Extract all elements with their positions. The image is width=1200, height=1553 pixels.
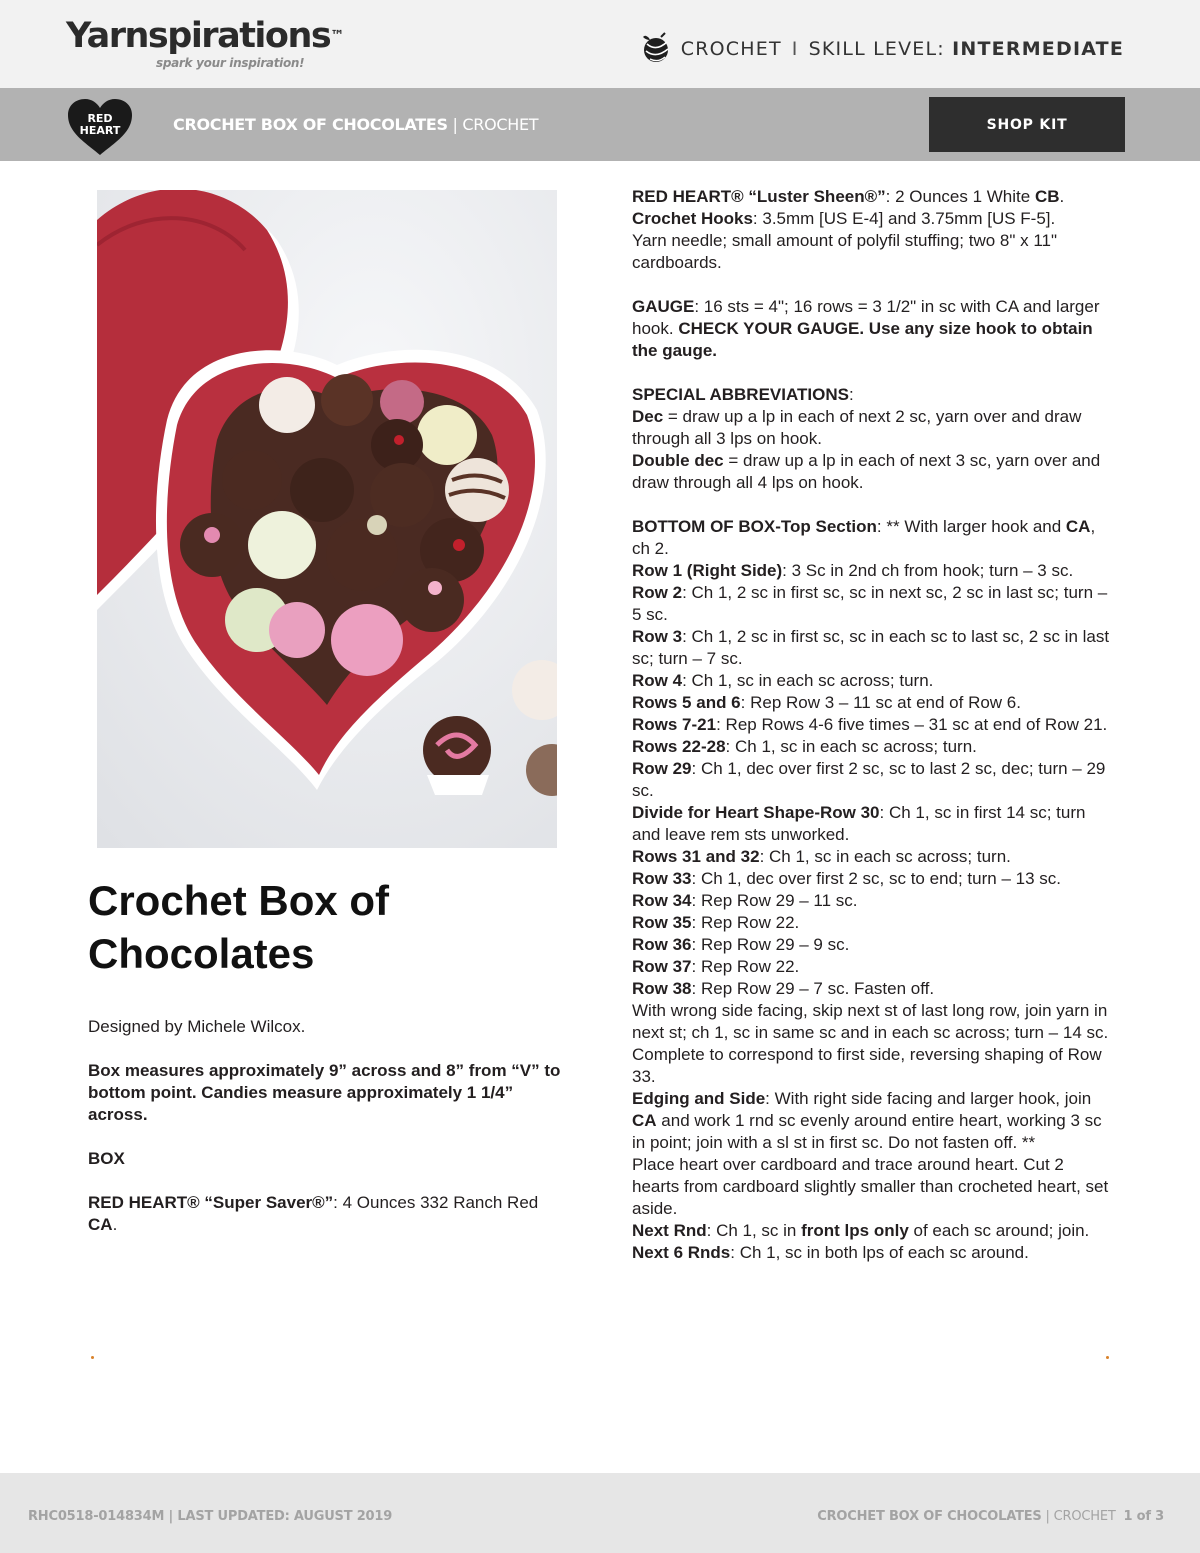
next-rnd-text-cont: of each sc around; join. [908,1221,1090,1240]
row-label: Row 29 [632,759,692,778]
footer-code: RHC0518-014834M [28,1509,165,1524]
page-mark-dot [1106,1356,1109,1359]
yarn1-detail: : 4 Ounces 332 Ranch Red [333,1193,539,1212]
row-label: Row 37 [632,957,692,976]
page-number: 1 of 3 [1123,1509,1164,1524]
abbr-dec [632,406,1112,450]
yarn-material-luster-sheen [632,186,1112,208]
row-label: Row 4 [632,671,683,690]
yarn1-name: RED HEART® “Super Saver®” [88,1193,334,1212]
edging-text: : With right side facing and larger hook, join [765,1089,1092,1108]
row-label: Row 35 [632,913,692,932]
gauge-text: : 16 sts = 4"; 16 rows = 3 1/2" in sc with CA and larger hook. [632,297,1100,338]
title-band [0,88,1200,161]
row-label: Row 1 (Right Side) [632,561,783,580]
crochet-hooks [632,208,1112,230]
instructions-column [632,186,1112,1264]
row-text: : Ch 1, 2 sc in first sc, sc in each sc to last sc, 2 sc in last sc; turn – 7 sc. [632,627,1110,668]
yarn-material-super-saver [88,1192,568,1236]
bottom-of-box-heading [632,516,1112,560]
yarn2-detail: : 2 Ounces 1 White [885,187,1035,206]
hooks-label: Crochet Hooks [632,209,753,228]
skill-level-label: SKILL LEVEL: [808,38,945,60]
row-instruction [632,758,1112,802]
logo-text-red: RED [87,112,113,125]
brand-trademark: ™ [330,28,345,44]
yarn-ball-icon [641,32,671,66]
row-label: Rows 7-21 [632,715,717,734]
row-instruction [632,714,1112,736]
gauge-check: CHECK YOUR GAUGE. Use any size hook to obtain the gauge. [632,319,1093,360]
gauge-label: GAUGE [632,297,695,316]
gauge [632,296,1112,362]
logo-text-heart: HEART [79,124,121,137]
hooks-text: : 3.5mm [US E-4] and 3.75mm [US F-5]. [752,209,1056,228]
row-instruction [632,670,1112,692]
row-text: : Rep Row 29 – 11 sc. [691,891,858,910]
hero-photo [97,190,557,848]
designer-credit: Designed by Michele Wilcox. [88,1017,306,1036]
row-text: : 3 Sc in 2nd ch from hook; turn – 3 sc. [782,561,1074,580]
yarn2-code: CB [1034,187,1060,206]
ddec-label: Double dec [632,451,724,470]
bottom-end: , ch 2. [632,517,1096,558]
row-label: Rows 5 and 6 [632,693,741,712]
bottom-text: : ** With larger hook and [876,517,1066,536]
section-heading-box [88,1148,568,1170]
pattern-breadcrumb [173,115,538,134]
footer-updated: | LAST UPDATED: AUGUST 2019 [168,1509,393,1524]
special-abbreviations-heading [632,384,1112,406]
row-label: Divide for Heart Shape-Row 30 [632,803,880,822]
top-header [0,0,1200,88]
row-text: : Rep Row 22. [691,957,800,976]
abbr-colon: : [848,385,854,404]
row-instruction [632,868,1112,890]
band-title-bold: CROCHET BOX OF CHOCOLATES [173,115,448,134]
footer-title: CROCHET BOX OF CHOCOLATES [817,1509,1042,1524]
row-instruction [632,802,1112,846]
row-text: : Ch 1, dec over first 2 sc, sc to end; turn – 13 sc. [691,869,1061,888]
next-rnd-label: Next Rnd [632,1221,707,1240]
band-title-category: | CROCHET [452,115,539,134]
bottom-code: CA [1065,517,1091,536]
yarn1-code: CA [88,1215,113,1234]
row-instruction [632,934,1112,956]
next-rnd-instruction [632,1220,1112,1242]
abbr-double-dec [632,450,1112,494]
row-instruction [632,956,1112,978]
row-label: Row 38 [632,979,692,998]
row-text: : Rep Row 29 – 7 sc. Fasten off. [691,979,935,998]
row-instruction [632,846,1112,868]
row-text: : Rep Rows 4-6 five times – 31 sc at end of Row 21. [716,715,1108,734]
row-text: : Rep Row 29 – 9 sc. [691,935,850,954]
notions: Yarn needle; small amount of polyfil stuffing; two 8" x 11" cardboards. [632,231,1058,272]
page-mark-dot [91,1356,94,1359]
wrong-side-instruction: With wrong side facing, skip next st of last long row, join yarn in next st; ch 1, sc in same sc and in each sc across; turn – 14 sc. Complete to correspond to first side, reversing shaping of Row 33. [632,1001,1109,1086]
box-heading: BOX [88,1149,125,1168]
next-rnd-text: : Ch 1, sc in [706,1221,802,1240]
row-instruction [632,978,1112,1000]
page-footer [0,1473,1200,1553]
row-text: : Ch 1, sc in each sc across; turn. [725,737,977,756]
brand-name: Yarnspirations [66,16,331,56]
row-instruction [632,582,1112,626]
yarn2-name: RED HEART® “Luster Sheen®” [632,187,886,206]
row-text: : Ch 1, sc in each sc across; turn. [759,847,1011,866]
row-text: : Ch 1, sc in first 14 sc; turn and leave rem sts unworked. [632,803,1086,844]
yarn1-end: . [112,1215,118,1234]
brand-logo[interactable] [66,16,345,70]
row-instruction [632,912,1112,934]
row-instruction [632,626,1112,670]
edging-label: Edging and Side [632,1089,766,1108]
row-label: Row 2 [632,583,683,602]
edging-text-cont: and work 1 rnd sc evenly around entire heart, working 3 sc in point; join with a sl st in first sc. Do not fasten off. ** [632,1111,1102,1152]
shop-kit-button[interactable]: SHOP KIT [929,97,1125,152]
intro-section [88,1016,568,1258]
edging-instruction [632,1088,1112,1154]
yarn2-end: . [1059,187,1065,206]
measurements-text: Box measures approximately 9” across and 8” from “V” to bottom point. Candies measure approximately 1 1/4” across. [88,1061,561,1124]
brand-tagline: spark your inspiration! [156,56,305,70]
next6-text: : Ch 1, sc in both lps of each sc around. [730,1243,1029,1262]
next-6-rnds-instruction [632,1242,1112,1264]
row-instruction [632,692,1112,714]
skill-level-value: INTERMEDIATE [952,38,1124,60]
bottom-label: BOTTOM OF BOX-Top Section [632,517,877,536]
next-rnd-bold: front lps only [801,1221,909,1240]
red-heart-logo[interactable] [66,97,134,157]
pattern-title: Crochet Box of Chocolates [88,877,390,977]
row-text: : Ch 1, sc in each sc across; turn. [682,671,934,690]
abbr-heading: SPECIAL ABBREVIATIONS [632,385,849,404]
measurements [88,1060,568,1126]
row-label: Row 34 [632,891,692,910]
row-label: Row 3 [632,627,683,646]
row-instruction [632,890,1112,912]
row-instruction [632,560,1112,582]
row-label: Row 33 [632,869,692,888]
row-text: : Ch 1, dec over first 2 sc, sc to last 2 sc, dec; turn – 29 sc. [632,759,1106,800]
skill-info [641,32,1124,66]
edging-code: CA [632,1111,657,1130]
cardboard-instruction: Place heart over cardboard and trace around heart. Cut 2 hearts from cardboard slightly smaller than crocheted heart, set aside. [632,1155,1109,1218]
footer-craft: | CROCHET [1045,1509,1116,1524]
row-text: : Ch 1, 2 sc in first sc, sc in next sc, 2 sc in last sc; turn – 5 sc. [632,583,1108,624]
row-instruction [632,736,1112,758]
row-text: : Rep Row 3 – 11 sc at end of Row 6. [740,693,1021,712]
craft-label: CROCHET [680,38,782,60]
row-label: Rows 31 and 32 [632,847,760,866]
row-label: Rows 22-28 [632,737,726,756]
row-label: Row 36 [632,935,692,954]
skill-separator: I [791,38,799,60]
dec-label: Dec [632,407,664,426]
next6-label: Next 6 Rnds [632,1243,731,1262]
row-text: : Rep Row 22. [691,913,800,932]
ddec-text: = draw up a lp in each of next 3 sc, yarn over and draw through all 4 lps on hook. [632,451,1101,492]
dec-text: = draw up a lp in each of next 2 sc, yarn over and draw through all 3 lps on hook. [632,407,1082,448]
